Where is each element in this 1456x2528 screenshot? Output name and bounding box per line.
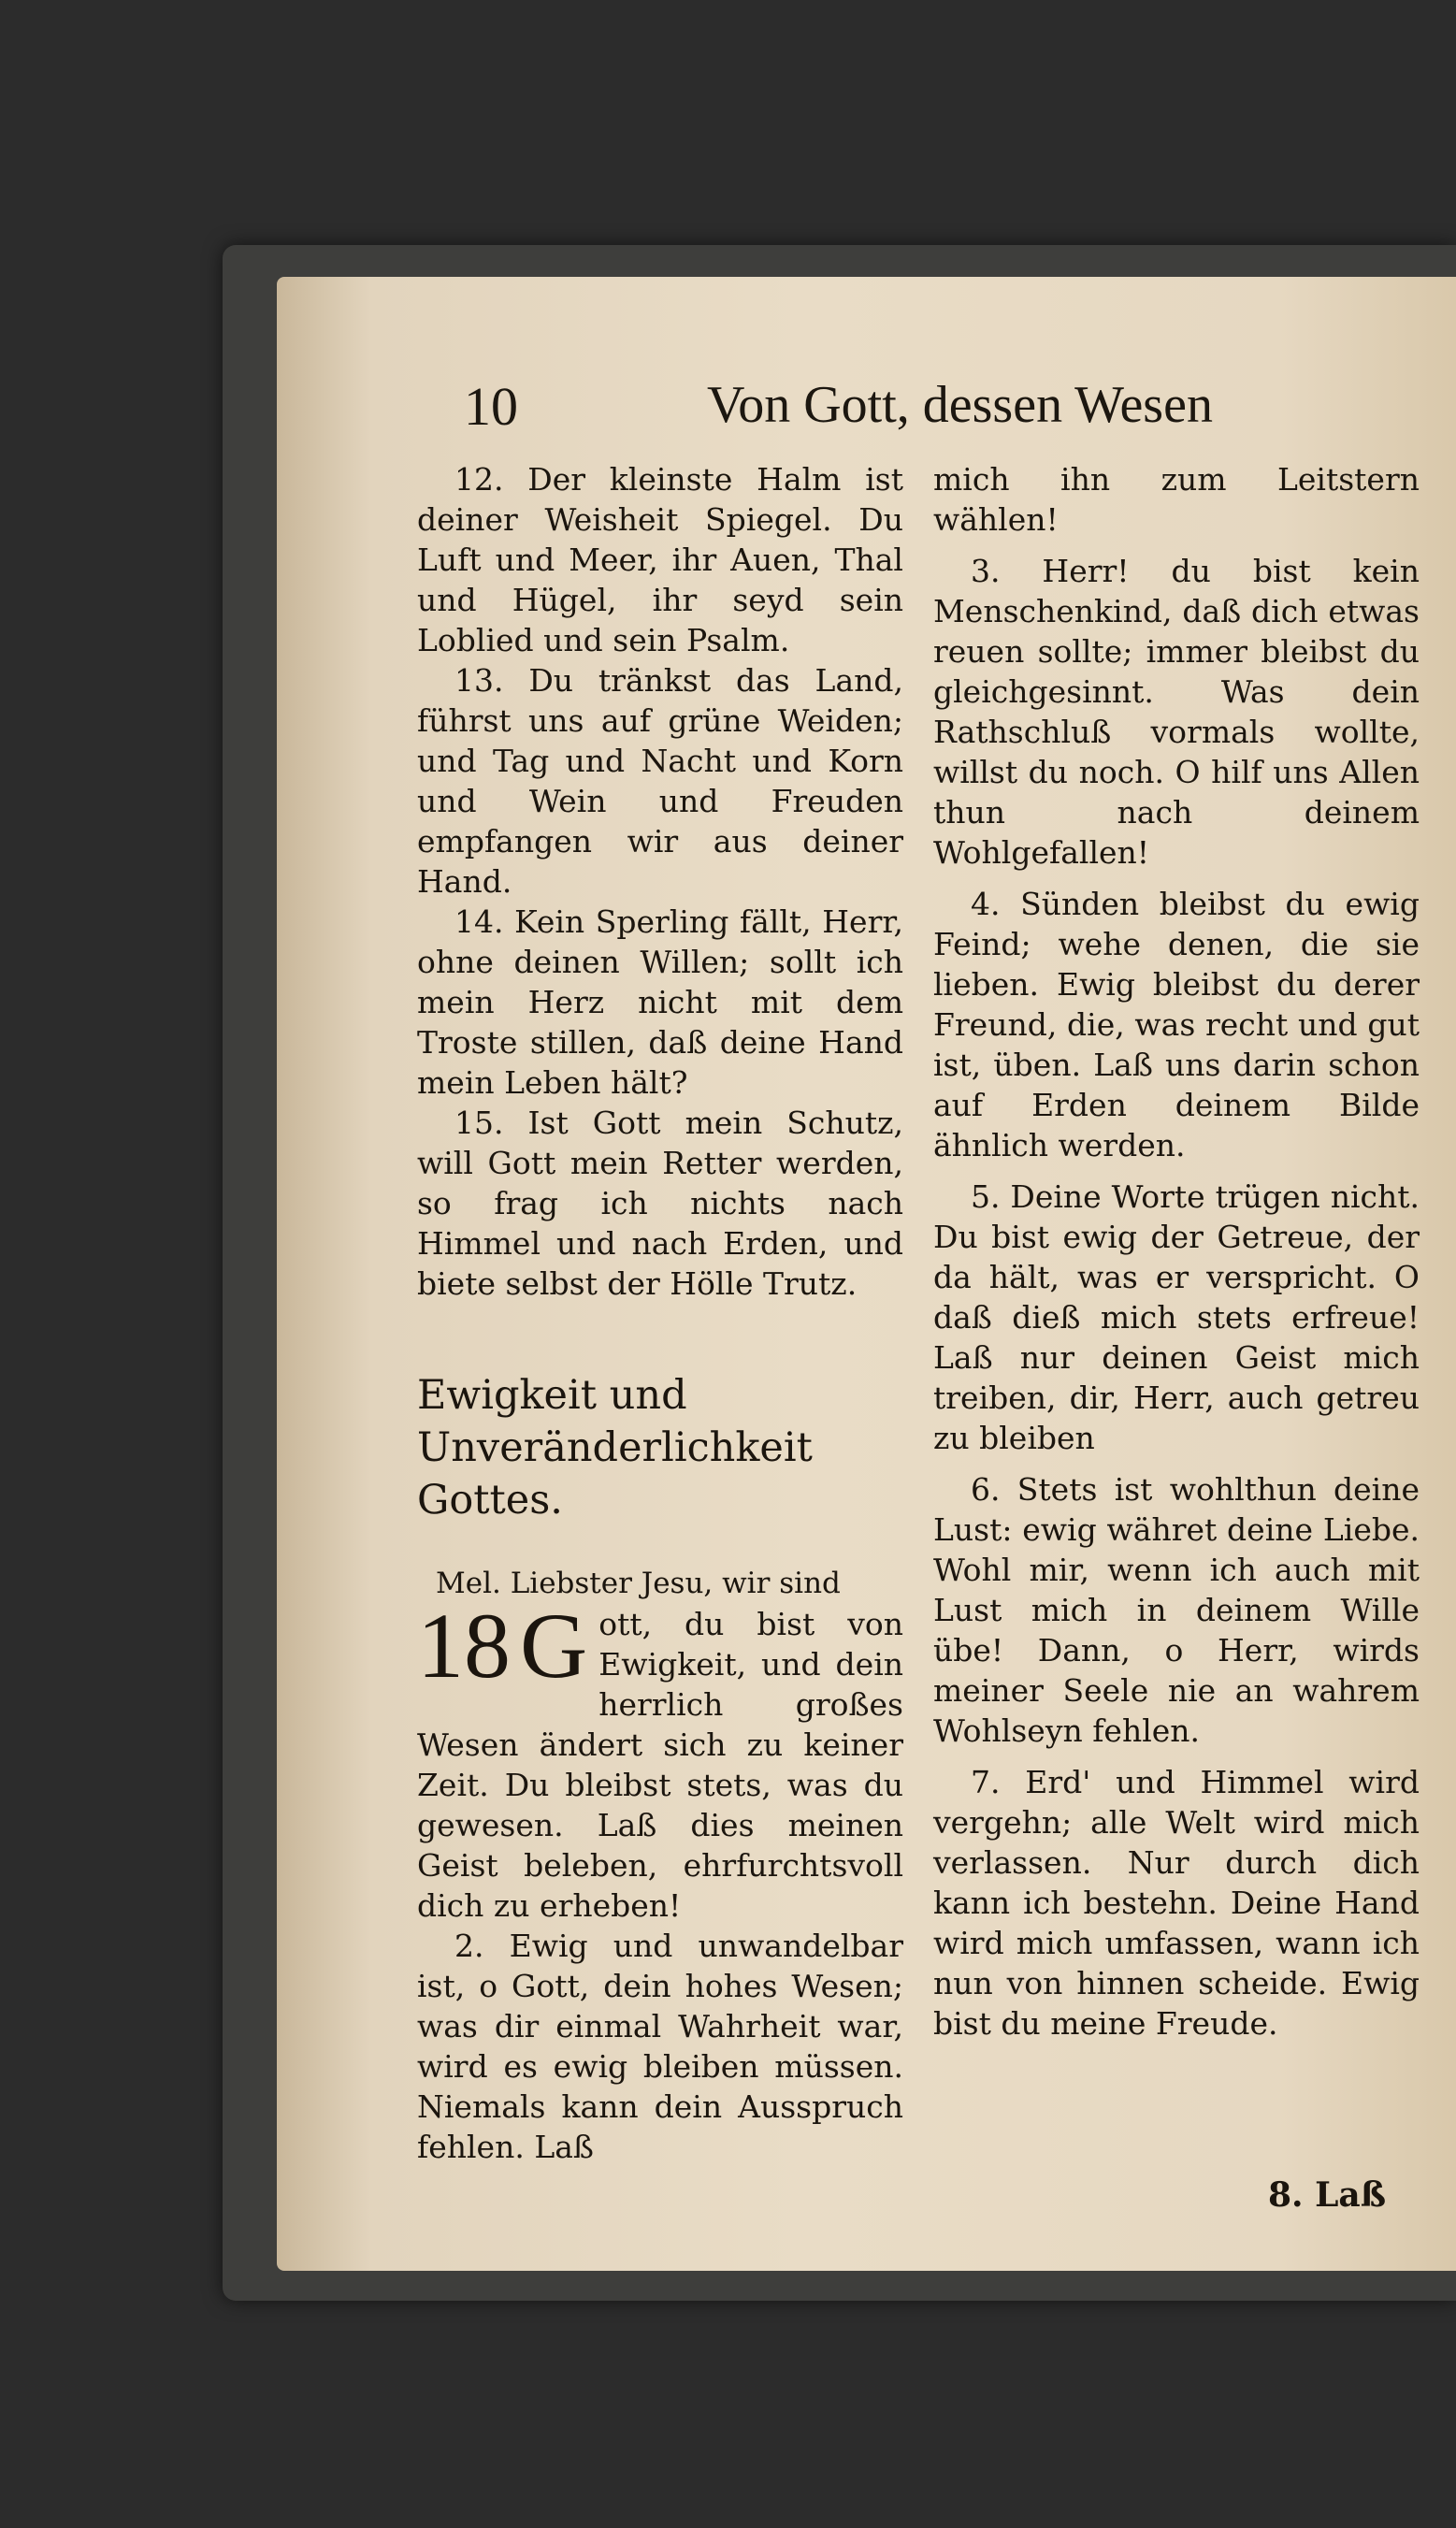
hymn-verse-6: 6. Stets ist wohlthun deine Lust: ewig währet deine Liebe. Wohl mir, wenn ich auch mit Lust mich in deinem Wille übe! Dann, o Herr, wirds meiner Seele nie an wahrem Wohlseyn fehlen. [933,1471,1420,1749]
verse-13: 13. Du tränkst das Land, führst uns auf grüne Weiden; und Tag und Nacht und Korn und Wein und Freuden empfangen wir aus deiner Hand. [417,662,903,900]
hymn-title: Ewigkeit und Unveränderlichkeit Gottes. [417,1372,813,1524]
hymn-number: 18 [417,1594,511,1697]
hymn-verse-3: 3. Herr! du bist kein Menschenkind, daß dich etwas reuen sollte; immer bleibst du gleichgesinnt. Was dein Rathschluß vormals wollte, willst du noch. O hilf uns Allen thun nach deinem Wohlgefallen! [933,553,1420,871]
left-column [417,459,903,2167]
verse-15: 15. Ist Gott mein Schutz, will Gott mein Retter werden, so frag ich nichts nach Himmel und nach Erden, und biete selbst der Hölle Trutz. [417,1105,903,1302]
hymn-verse-2: 2. Ewig und unwandelbar ist, o Gott, dein hohes Wesen; was dir einmal Wahrheit war, wird es ewig bleiben müssen. Niemals kann dein Ausspruch fehlen. Laß [417,1928,903,2165]
page-number: 10 [464,376,518,437]
verse-14: 14. Kein Sperling fällt, Herr, ohne deinen Willen; sollt ich mein Herz nicht mit dem Troste stillen, daß deine Hand mein Leben hält? [417,903,903,1101]
right-column [933,459,1420,2044]
melody-line: Mel. Liebster Jesu, wir sind [436,1567,841,1600]
hymn-verse-1: ott, du bist von Ewigkeit, und dein herrlich großes Wesen ändert sich zu keiner Zeit. Du bleibst stets, was du gewesen. Laß dies meinen Geist beleben, ehrfurchtsvoll dich zu erheben! [417,1606,903,1924]
book-page [277,277,1456,2271]
catchword: 8. Laß [1268,2175,1387,2215]
drop-initial: G [520,1594,588,1697]
verse-continuation: mich ihn zum Leitstern wählen! [933,461,1420,538]
running-title: Von Gott, dessen Wesen [707,376,1213,434]
verse-12: 12. Der kleinste Halm ist deiner Weisheit Spiegel. Du Luft und Meer, ihr Auen, Thal und Hügel, ihr seyd sein Loblied und sein Psalm. [417,461,903,658]
hymn-verse-7: 7. Erd' und Himmel wird vergehn; alle Welt wird mich verlassen. Nur durch dich kann ich bestehn. Deine Hand wird mich umfassen, wann ich nun von hinnen scheide. Ewig bist du meine Freude. [933,1764,1420,2042]
hymn-verse-4: 4. Sünden bleibst du ewig Feind; wehe denen, die sie lieben. Ewig bleibst du derer Freund, die, was recht und gut ist, üben. Laß uns darin schon auf Erden deinem Bilde ähnlich werden. [933,886,1420,1163]
hymn-verse-5: 5. Deine Worte trügen nicht. Du bist ewig der Getreue, der da hält, was er verspricht. O daß dieß mich stets erfreue! Laß nur deinen Geist mich treiben, dir, Herr, auch getreu zu bleiben [933,1178,1420,1456]
page-header [277,375,1456,441]
hymn-start [417,1594,903,1926]
